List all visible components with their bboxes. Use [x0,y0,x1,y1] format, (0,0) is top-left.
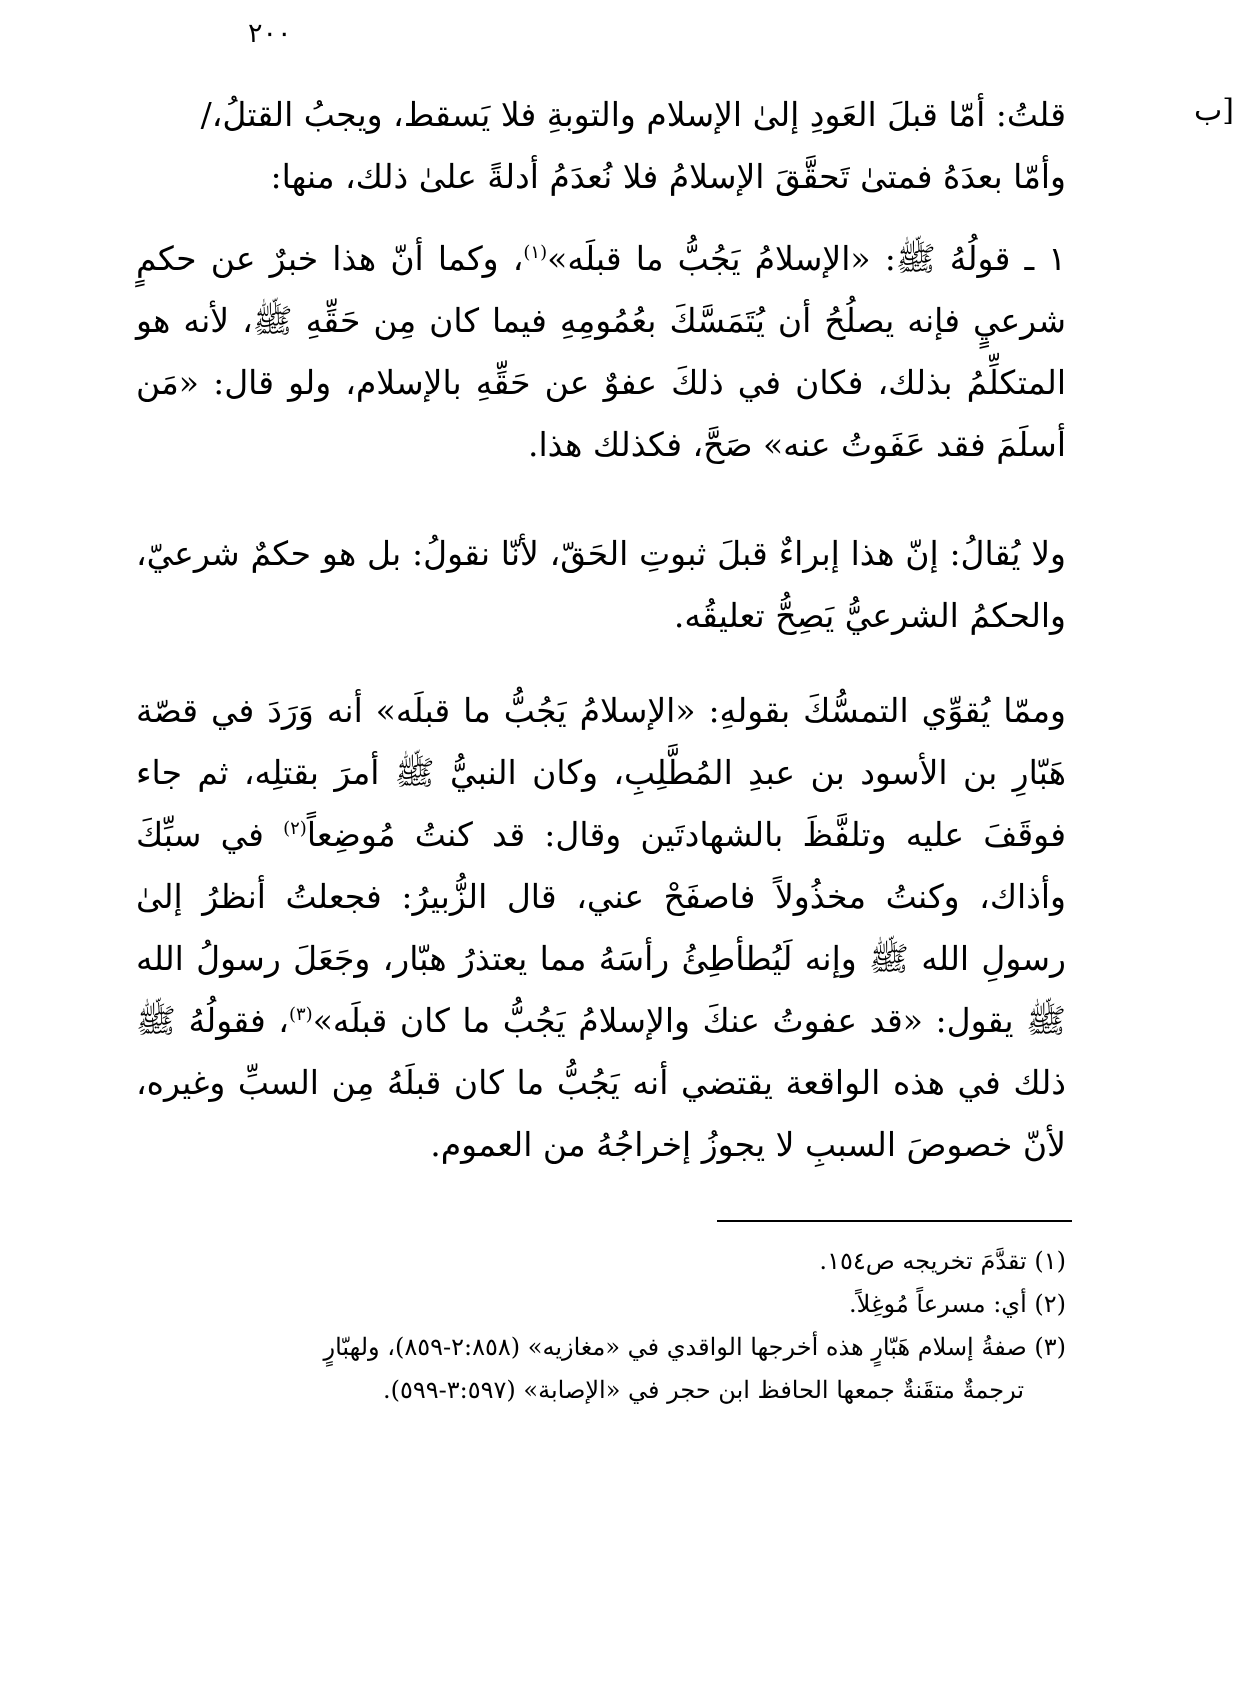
paragraph-3 [136,680,1066,1176]
paragraph-3-text [136,680,1066,1176]
intro-line: قلتُ: أمّا قبلَ العَودِ إلىٰ الإسلام والتوبةِ فلا يَسقط، ويجبُ القتلُ،/ [200,95,1066,134]
intro-line: وأمّا بعدَهُ فمتىٰ تَحقَّقَ الإسلامُ فلا نُعدَمُ أدلةً علىٰ ذلك، منها: [270,157,1066,196]
paragraph-text-segment: ، وكما أنّ هذا خبرٌ عن حكمٍ شرعيٍ فإنه يصلُحُ أن يُتَمَسَّكَ بعُمُومِهِ فيما كان مِن حَقِّهِ ﷺ، لأنه هو المتكلِّمُ بذلك، فكان في ذلكَ عفوٌ عن حَقِّهِ بالإسلام، ولو قال: «مَن أسلَمَ فقد عَفَوتُ عنه» صَحَّ، فكذلك هذا. [136,239,1066,464]
footnote-1: (١) تقدَّمَ تخريجه ص١٥٤. [819,1247,1066,1275]
footnote-3-continuation: ترجمةٌ متقَنةٌ جمعها الحافظ ابن حجر في «الإصابة» (٣:٥٩٧-٥٩٩). [382,1376,1024,1404]
page-number: ٢٠٠ [248,18,292,49]
footnote-ref-1: (١) [523,242,548,263]
paragraph-1 [136,228,1066,476]
paragraph-text-segment: ، فقولُهُ ﷺ ذلك في هذه الواقعة يقتضي أنه يَجُبُّ ما كان قبلَهُ مِن السبِّ وغيره، لأنّ خصوصَ السببِ لا يجوزُ إخراجُهُ من العموم. [136,1001,1066,1164]
paragraph-1-text [136,228,1066,476]
footnotes [136,1240,1066,1412]
footnote-ref-3: (٣) [288,1004,313,1025]
footnote-divider [717,1220,1072,1222]
manuscript-folio-mark: ب] [1194,93,1234,128]
paragraph-text-segment: ١ ـ قولُهُ ﷺ: «الإسلامُ يَجُبُّ ما قبلَه» [547,239,1066,278]
paragraph-text-segment: وممّا يُقوِّي التمسُّكَ بقولهِ: «الإسلامُ يَجُبُّ ما قبلَه» أنه وَرَدَ في قصّة هَبّارِ بن الأسود بن عبدِ المُطَّلِبِ، وكان النبيُّ ﷺ أمرَ بقتلِه، ثم جاء فوقَفَ عليه وتلفَّظَ بالشهادتَين وقال: قد كنتُ مُوضِعاً [136,691,1066,854]
footnote-ref-2: (٢) [283,818,307,839]
paragraph-text-segment: في سبِّكَ وأذاك، وكنتُ مخذُولاً فاصفَحْ عني، قال الزُّبيرُ: فجعلتُ أنظرُ إلىٰ رسولِ الله ﷺ وإنه لَيُطأطِئُ رأسَهُ مما يعتذرُ هبّار، وجَعَلَ رسولُ الله ﷺ يقول: «قد عفوتُ عنكَ والإسلامُ يَجُبُّ ما كان قبلَه» [136,815,1066,1040]
paragraph-2-text: ولا يُقالُ: إنّ هذا إبراءٌ قبلَ ثبوتِ الحَقّ، لأنّا نقولُ: بل هو حكمٌ شرعيّ، والحكمُ الشرعيُّ يَصِحُّ تعليقُه. [136,534,1066,635]
paragraph-2 [136,523,1066,647]
footnote-3: (٣) صفةُ إسلام هَبّارٍ هذه أخرجها الواقدي في «مغازيه» (٢:٨٥٨-٨٥٩)، ولهبّارٍ [323,1333,1066,1361]
footnote-2: (٢) أي: مسرعاً مُوغِلاً. [849,1290,1066,1318]
intro-paragraph [136,84,1066,208]
